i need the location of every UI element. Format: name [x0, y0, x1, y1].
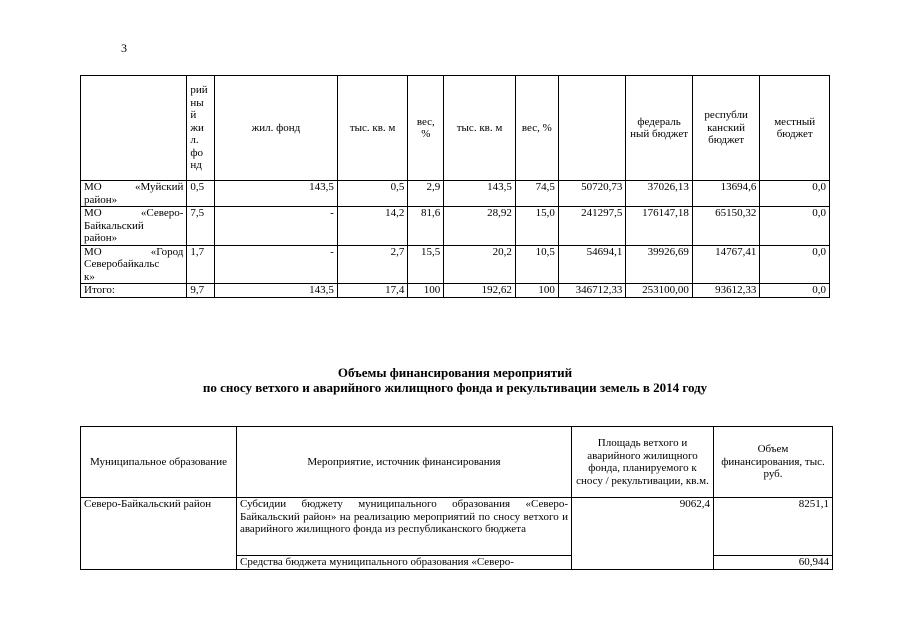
table-cell: - — [215, 245, 338, 284]
header-area: Площадь ветхого и аварийного жилищного фонда, планируемого к сносу / рекультивации, кв.м. — [572, 427, 714, 498]
table-row — [81, 181, 830, 207]
table-row — [81, 245, 830, 284]
table-cell: 81,6 — [408, 207, 444, 246]
table-cell: 143,5 — [444, 181, 516, 207]
table-row — [81, 207, 830, 246]
table-cell: 1,7 — [187, 245, 215, 284]
header-cell: местный бюджет — [760, 76, 830, 181]
table-cell: 14,2 — [337, 207, 408, 246]
table-header-row — [81, 76, 830, 181]
table-header-row — [81, 427, 833, 498]
table-row — [81, 498, 833, 556]
municipality-cell — [81, 245, 187, 284]
table-cell: 176147,18 — [626, 207, 693, 246]
table-cell: 0,0 — [760, 284, 830, 298]
section-heading-line1: Объемы финансирования мероприятий — [337, 365, 573, 380]
table-cell: 65150,32 — [692, 207, 760, 246]
header-cell: вес, % — [515, 76, 558, 181]
table-cell: 39926,69 — [626, 245, 693, 284]
municipality-line: район» — [84, 232, 118, 244]
table-cell: 28,92 — [444, 207, 516, 246]
table-cell: 2,7 — [337, 245, 408, 284]
municipality-line: МО «Северо- — [84, 207, 184, 219]
table-cell: 37026,13 — [626, 181, 693, 207]
table-cell: 0,0 — [760, 245, 830, 284]
total-label: Итого: — [81, 284, 187, 298]
header-volume: Объем финансирования, тыс. руб. — [714, 427, 833, 498]
table-cell: - — [215, 207, 338, 246]
area-cell: 9062,4 — [572, 498, 714, 570]
municipality-line: район» — [84, 193, 118, 206]
header-cell: жил. фонд — [215, 76, 338, 181]
table-cell: 100 — [515, 284, 558, 298]
header-cell: федераль ный бюджет — [626, 76, 693, 181]
table-cell: 15,0 — [515, 207, 558, 246]
table-cell: 192,62 — [444, 284, 516, 298]
table-total-row — [81, 284, 830, 298]
header-municipality: Муниципальное образование — [81, 427, 237, 498]
volume-cell: 60,944 — [714, 556, 833, 570]
table-cell: 253100,00 — [626, 284, 693, 298]
table-cell: 0,0 — [760, 181, 830, 207]
table-cell: 50720,73 — [558, 181, 626, 207]
municipality-cell — [81, 181, 187, 207]
header-cell: республи канский бюджет — [692, 76, 760, 181]
municipality-line: Байкальский — [84, 219, 144, 232]
table-cell: 100 — [408, 284, 444, 298]
table-cell: 143,5 — [215, 181, 338, 207]
table-cell: 9,7 — [187, 284, 215, 298]
municipality-cell — [81, 207, 187, 246]
table-cell: 0,5 — [337, 181, 408, 207]
header-cell — [558, 76, 626, 181]
municipality-line: к» — [84, 270, 95, 283]
table-cell: 2,9 — [408, 181, 444, 207]
section-heading-line2: по сносу ветхого и аварийного жилищного фонда и рекультивации земель в 2014 году — [202, 380, 708, 395]
table-cell: 93612,33 — [692, 284, 760, 298]
table-cell: 17,4 — [337, 284, 408, 298]
header-cell: тыс. кв. м — [444, 76, 516, 181]
table-cell: 346712,33 — [558, 284, 626, 298]
table-cell: 54694,1 — [558, 245, 626, 284]
table-cell: 0,5 — [187, 181, 215, 207]
municipality-line: МО «Муйский — [84, 181, 184, 193]
table-cell: 20,2 — [444, 245, 516, 284]
page-number: 3 — [121, 41, 127, 55]
activity-cell: Средства бюджета муниципального образования «Северо- — [237, 556, 572, 570]
financing-table-by-municipality — [80, 75, 830, 298]
table-cell: 143,5 — [215, 284, 338, 298]
table-cell: 14767,41 — [692, 245, 760, 284]
table-cell: 15,5 — [408, 245, 444, 284]
financing-volumes-table-2014 — [80, 426, 833, 570]
municipality-line: Северобайкальс — [84, 258, 160, 270]
header-cell — [81, 76, 187, 181]
volume-cell: 8251,1 — [714, 498, 833, 556]
table-cell: 10,5 — [515, 245, 558, 284]
municipality-line: МО «Город — [84, 245, 184, 258]
table-cell: 241297,5 — [558, 207, 626, 246]
header-activity: Мероприятие, источник финансирования — [237, 427, 572, 498]
table-cell: 7,5 — [187, 207, 215, 246]
municipality-cell: Северо-Байкальский район — [81, 498, 237, 570]
table-cell: 13694,6 — [692, 181, 760, 207]
header-cell: рий ны й жи л. фо нд — [187, 76, 215, 181]
header-cell: вес, % — [408, 76, 444, 181]
header-cell: тыс. кв. м — [337, 76, 408, 181]
table-cell: 0,0 — [760, 207, 830, 246]
activity-cell: Субсидии бюджету муниципального образования «Северо-Байкальский район» на реализацию мероприятий по сносу ветхого и аварийного жилищного фонда из республиканского бюджета — [237, 498, 572, 556]
table-cell: 74,5 — [515, 181, 558, 207]
